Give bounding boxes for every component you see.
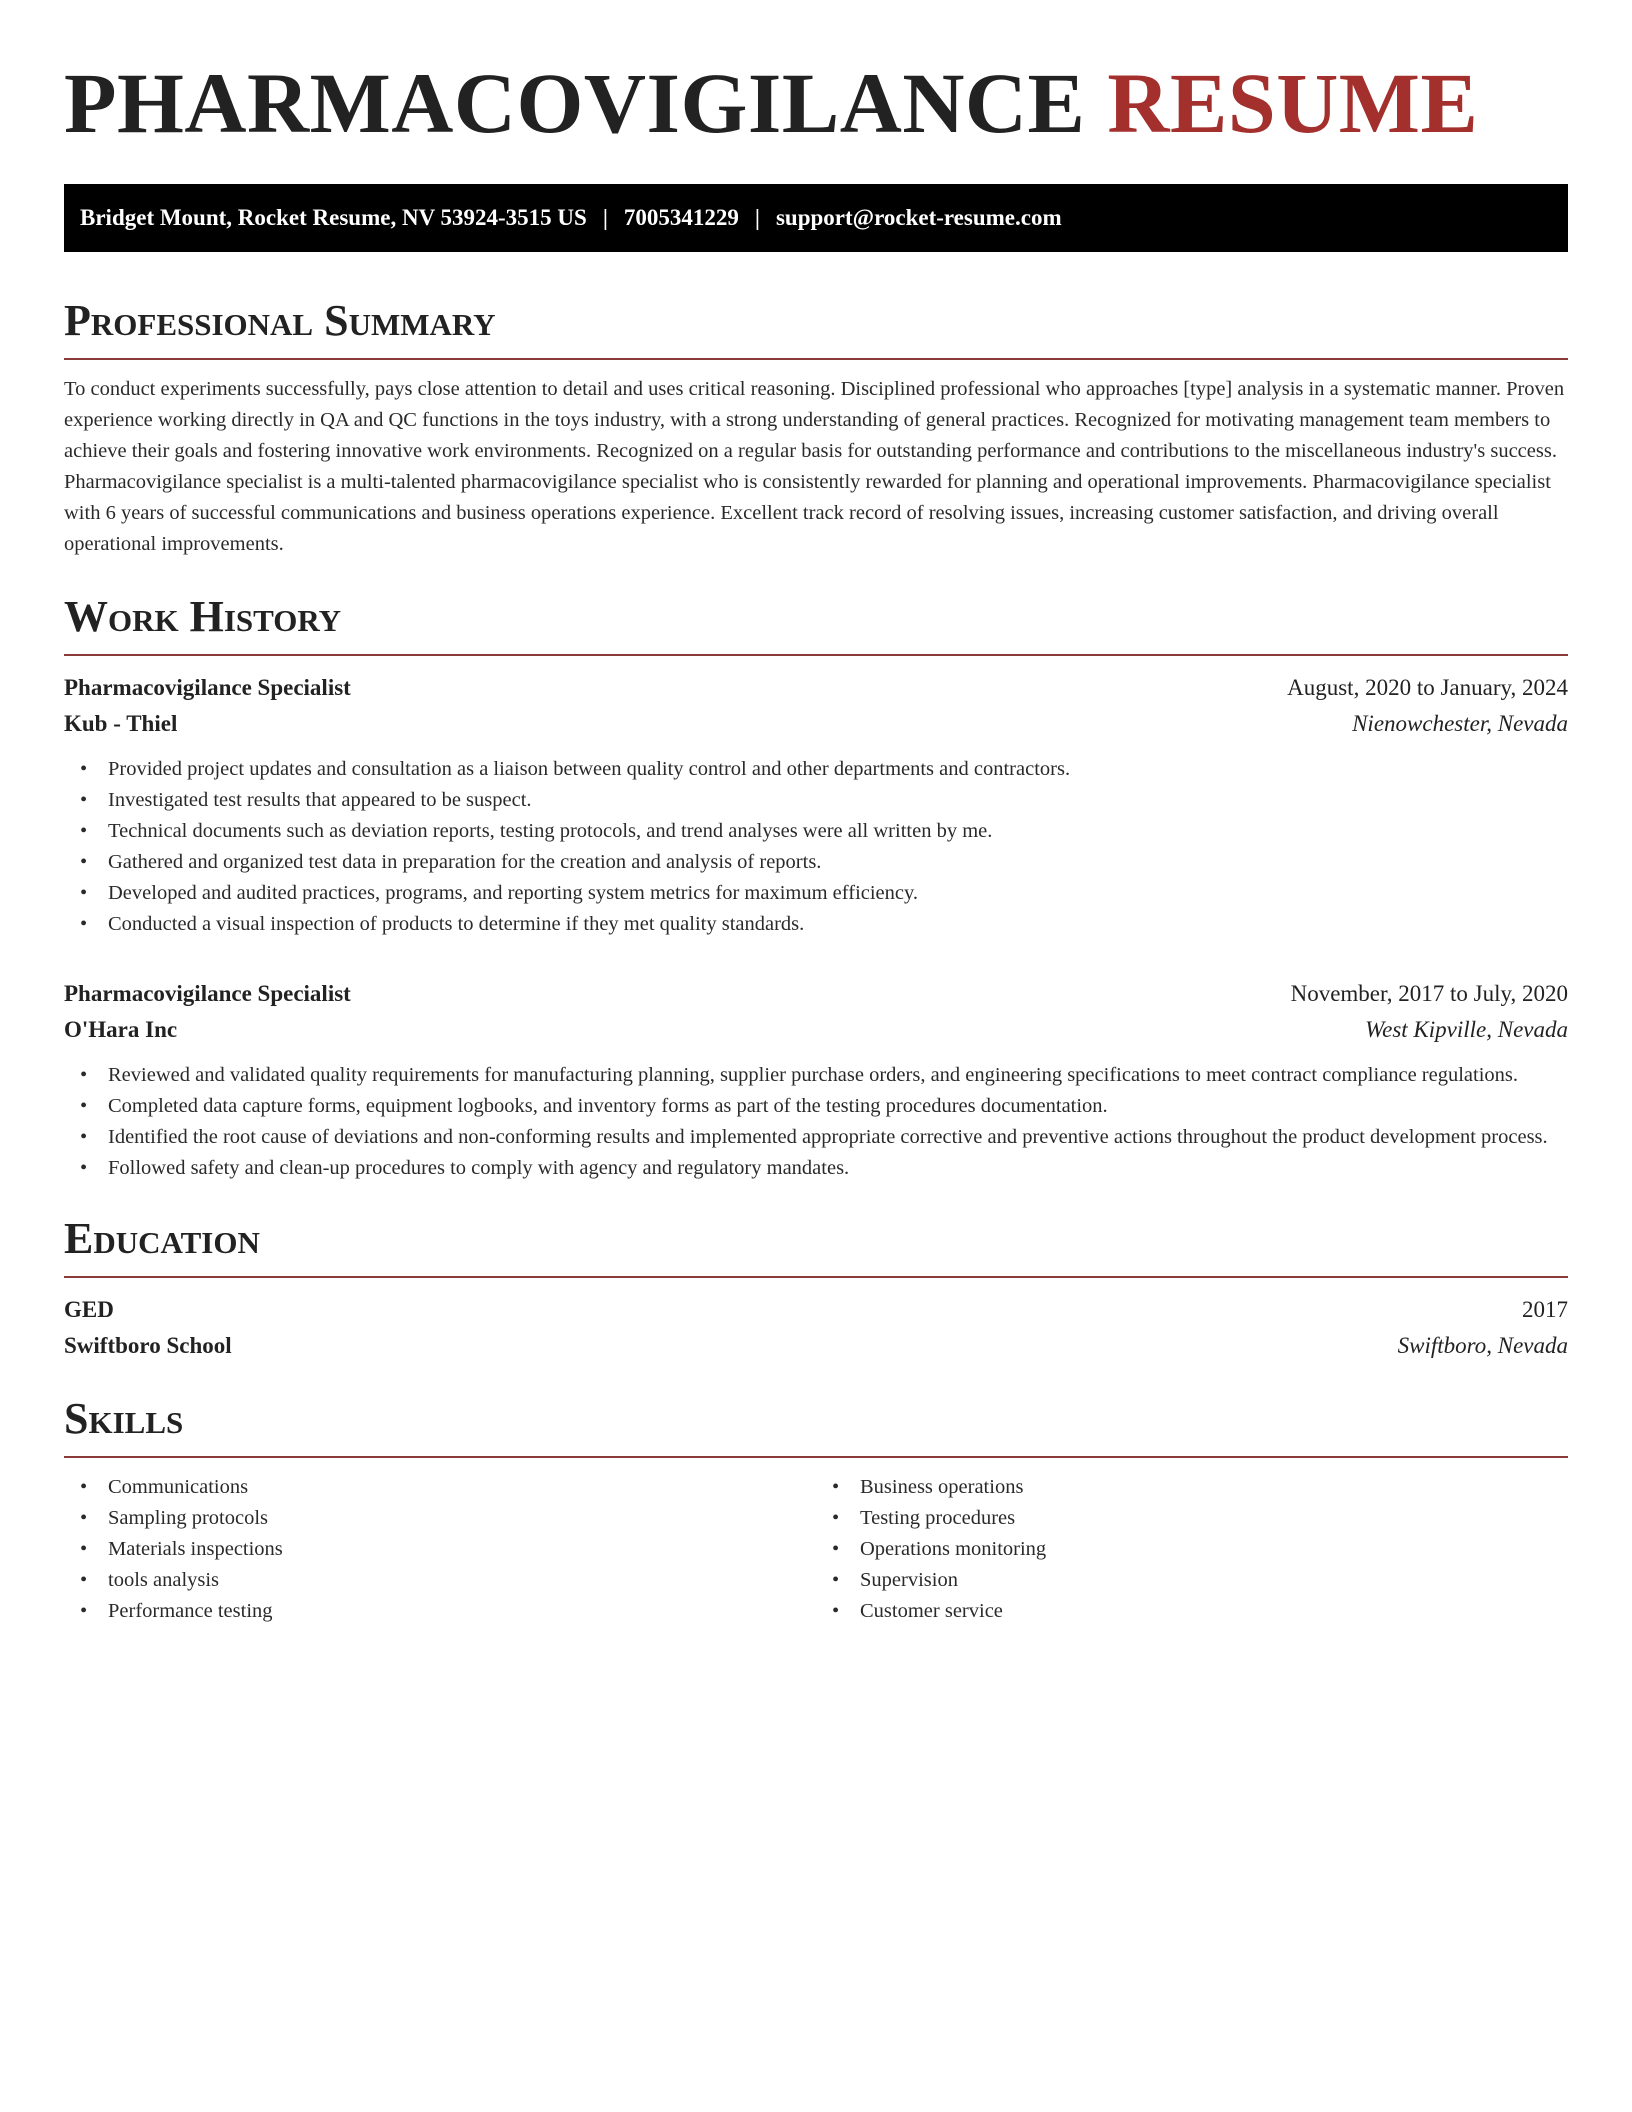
- list-item: [80, 754, 1568, 785]
- list-item: [832, 1534, 1568, 1565]
- education-location: Swiftboro, Nevada: [1397, 1333, 1568, 1358]
- title-main: PHARMACOVIGILANCE: [64, 55, 1086, 151]
- work-history-section: [64, 592, 1568, 1184]
- section-divider: [64, 654, 1568, 656]
- job-dates: August, 2020 to January, 2024: [1287, 675, 1568, 700]
- list-item: [80, 878, 1568, 909]
- list-item: [80, 847, 1568, 878]
- bullet-text: Identified the root cause of deviations and non-conforming results and implemented appropriate corrective and preventive actions throughout the product development process.: [108, 1126, 1548, 1148]
- contact-separator: |: [754, 205, 760, 230]
- list-item: [832, 1565, 1568, 1596]
- bullet-text: Technical documents such as deviation reports, testing protocols, and trend analyses were all written by me.: [108, 820, 993, 842]
- bullet-icon: •: [80, 1126, 88, 1148]
- summary-section: [64, 296, 1568, 560]
- list-item: [80, 1565, 816, 1596]
- bullet-text: Completed data capture forms, equipment logbooks, and inventory forms as part of the testing procedures documentation.: [108, 1095, 1108, 1117]
- section-divider: [64, 1276, 1568, 1278]
- bullet-text: Investigated test results that appeared to be suspect.: [108, 789, 532, 811]
- list-item: [80, 1472, 816, 1503]
- skill-text: Performance testing: [108, 1600, 273, 1622]
- list-item: [832, 1472, 1568, 1503]
- contact-bar: [64, 184, 1568, 252]
- contact-address: Bridget Mount, Rocket Resume, NV 53924-3515 US: [80, 205, 587, 230]
- skills-heading: Skills: [64, 1394, 184, 1443]
- list-item: [80, 909, 1568, 940]
- summary-text: To conduct experiments successfully, pays close attention to detail and uses critical reasoning. Disciplined professional who approaches [type] analysis in a systematic manner. Proven experience working directly in QA and QC functions in the toys industry, with a strong understanding of general practices. Recognized for motivating management team members to achieve their goals and fostering innovative work environments. Recognized on a regular basis for outstanding performance and contributions to the miscellaneous industry's success. Pharmacovigilance specialist is a multi-talented pharmacovigilance specialist who is consistently rewarded for planning and operational improvements. Pharmacovigilance specialist with 6 years of successful communications and business operations experience. Excellent track record of resolving issues, increasing customer satisfaction, and driving overall operational improvements.: [64, 378, 1565, 555]
- title-accent: RESUME: [1107, 55, 1479, 151]
- bullet-icon: •: [832, 1476, 840, 1498]
- job-location: Nienowchester, Nevada: [1352, 711, 1568, 736]
- bullet-icon: •: [80, 1476, 88, 1498]
- list-item: [80, 1122, 1568, 1153]
- list-item: [80, 1091, 1568, 1122]
- education-degree: GED: [64, 1297, 114, 1322]
- job-title: Pharmacovigilance Specialist: [64, 981, 351, 1006]
- job-title-row: [64, 670, 1568, 706]
- bullet-icon: •: [832, 1600, 840, 1622]
- job-company-row: [64, 1012, 1568, 1048]
- bullet-text: Reviewed and validated quality requirements for manufacturing planning, supplier purchase orders, and engineering specifications to meet contract compliance regulations.: [108, 1064, 1519, 1086]
- job-company-row: [64, 706, 1568, 742]
- skill-text: Operations monitoring: [860, 1538, 1047, 1560]
- education-section: [64, 1214, 1568, 1364]
- job-bullets: [64, 1060, 1568, 1184]
- contact-email: support@rocket-resume.com: [775, 205, 1062, 230]
- bullet-text: Conducted a visual inspection of products to determine if they met quality standards.: [108, 913, 805, 935]
- bullet-icon: •: [80, 1095, 88, 1117]
- bullet-icon: •: [80, 913, 88, 935]
- list-item: [80, 1153, 1568, 1184]
- contact-separator: |: [602, 205, 608, 230]
- skill-text: Materials inspections: [108, 1538, 283, 1560]
- list-item: [832, 1596, 1568, 1627]
- bullet-icon: •: [832, 1569, 840, 1591]
- bullet-icon: •: [832, 1538, 840, 1560]
- skill-text: Business operations: [860, 1476, 1024, 1498]
- job-dates: November, 2017 to July, 2020: [1290, 981, 1568, 1006]
- bullet-text: Developed and audited practices, programs, and reporting system metrics for maximum efficiency.: [108, 882, 919, 904]
- list-item: [80, 1503, 816, 1534]
- section-divider: [64, 1456, 1568, 1458]
- resume-title: [64, 50, 1568, 156]
- bullet-icon: •: [80, 758, 88, 780]
- list-item: [80, 1534, 816, 1565]
- job-entry: [64, 670, 1568, 940]
- job-company: Kub - Thiel: [64, 711, 178, 736]
- education-heading: Education: [64, 1214, 260, 1263]
- bullet-icon: •: [80, 789, 88, 811]
- skill-text: Customer service: [860, 1600, 1003, 1622]
- job-bullets: [64, 754, 1568, 940]
- bullet-icon: •: [80, 1600, 88, 1622]
- education-school-row: [64, 1328, 1568, 1364]
- skill-text: Communications: [108, 1476, 249, 1498]
- list-item: [80, 785, 1568, 816]
- bullet-icon: •: [832, 1507, 840, 1529]
- job-title-row: [64, 976, 1568, 1012]
- contact-phone: 7005341229: [623, 205, 739, 230]
- education-degree-row: [64, 1292, 1568, 1328]
- skill-text: Testing procedures: [860, 1507, 1016, 1529]
- skills-grid: [64, 1472, 1568, 1627]
- job-company: O'Hara Inc: [64, 1017, 178, 1042]
- list-item: [80, 1596, 816, 1627]
- bullet-icon: •: [80, 1157, 88, 1179]
- education-year: 2017: [1522, 1297, 1568, 1322]
- skill-text: Supervision: [860, 1569, 958, 1591]
- job-entry: [64, 976, 1568, 1184]
- job-location: West Kipville, Nevada: [1365, 1017, 1568, 1042]
- skills-section: [64, 1394, 1568, 1627]
- bullet-text: Provided project updates and consultation as a liaison between quality control and other departments and contractors.: [108, 758, 1071, 780]
- bullet-icon: •: [80, 1064, 88, 1086]
- list-item: [80, 1060, 1568, 1091]
- skill-text: Sampling protocols: [108, 1507, 269, 1529]
- summary-heading: Professional Summary: [64, 296, 496, 345]
- bullet-text: Followed safety and clean-up procedures to comply with agency and regulatory mandates.: [108, 1157, 850, 1179]
- bullet-icon: •: [80, 820, 88, 842]
- list-item: [832, 1503, 1568, 1534]
- bullet-icon: •: [80, 851, 88, 873]
- skills-column-left: [64, 1472, 816, 1627]
- bullet-icon: •: [80, 1507, 88, 1529]
- work-history-heading: Work History: [64, 592, 342, 641]
- bullet-icon: •: [80, 882, 88, 904]
- list-item: [80, 816, 1568, 847]
- bullet-text: Gathered and organized test data in preparation for the creation and analysis of reports.: [108, 851, 822, 873]
- job-title: Pharmacovigilance Specialist: [64, 675, 351, 700]
- skills-column-right: [816, 1472, 1568, 1627]
- education-school: Swiftboro School: [64, 1333, 232, 1358]
- bullet-icon: •: [80, 1538, 88, 1560]
- bullet-icon: •: [80, 1569, 88, 1591]
- section-divider: [64, 358, 1568, 360]
- skill-text: tools analysis: [108, 1569, 220, 1591]
